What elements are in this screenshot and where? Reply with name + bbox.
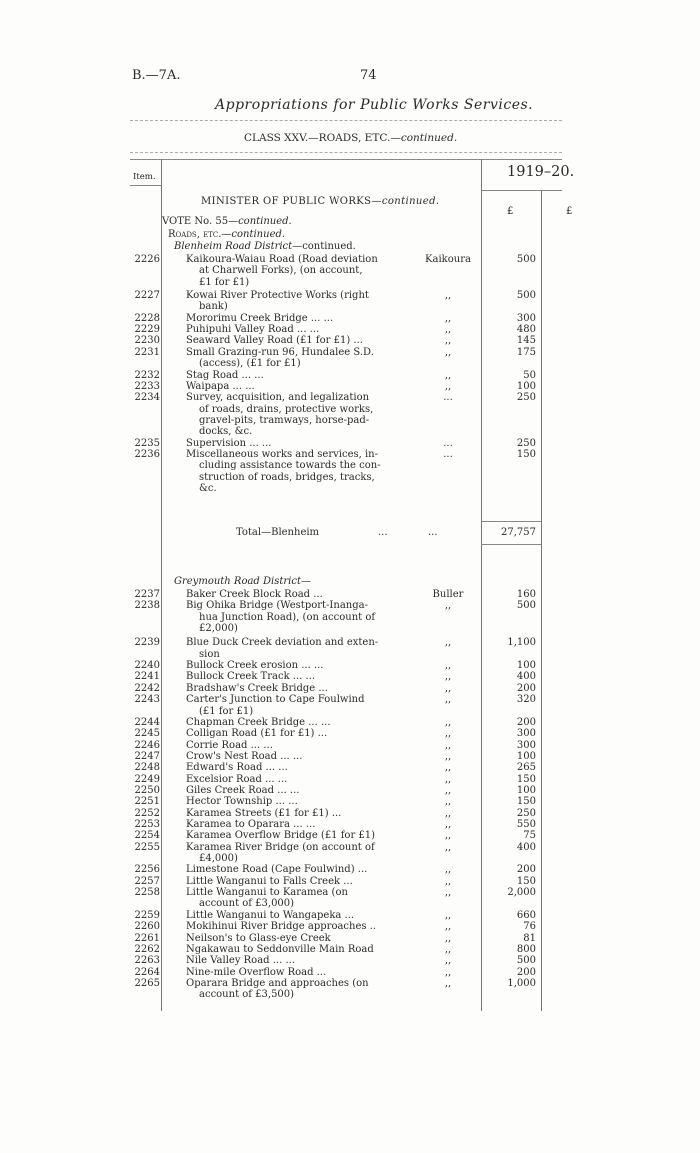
item-description: Giles Creek Road ... ... [186,784,300,796]
document-code: B.—7A. [132,68,181,83]
item-amount: 400 [516,841,536,853]
item-amount: 50 [523,369,536,381]
item-number: 2254 [134,830,160,842]
item-amount: 550 [516,819,536,830]
item-description: Mokihinui River Bridge approaches .. [186,921,377,933]
item-number: 2248 [134,762,160,774]
item-description-cont: (£1 for £1) [199,705,254,717]
item-amount: 150 [516,796,536,808]
item-description: Puhipuhi Valley Road ... ... [186,324,320,336]
year-header: 1919–20. [507,164,575,180]
item-description: Karamea Streets (£1 for £1) ... [186,807,342,819]
item-number: 2256 [134,864,160,876]
class-heading-cont: continued. [400,132,458,144]
item-number: 2227 [134,290,160,302]
item-district: ,, [444,875,452,887]
item-number: 2242 [134,682,160,694]
item-description-cont: struction of roads, bridges, tracks, [199,471,375,483]
item-amount: 500 [516,955,536,967]
item-district: ,, [444,784,452,796]
item-description-cont: gravel-pits, tramways, horse-pad- [199,414,370,426]
item-description: Crow's Nest Road ... ... [186,750,303,762]
item-description: Baker Creek Block Road ... [186,589,323,600]
ministry-heading [201,196,439,207]
item-amount: 320 [516,694,536,706]
item-description: Supervision ... ... [186,437,272,449]
total-rule-bottom [481,544,541,545]
item-description: Kaikoura-Waiau Road (Road deviation [186,254,378,265]
item-district: ,, [444,796,452,808]
item-district: ,, [444,380,452,392]
item-number: 2265 [134,977,160,989]
item-amount: 200 [516,864,536,876]
item-description: Karamea Overflow Bridge (£1 for £1) [186,830,376,842]
item-description-cont: account of £3,000) [199,898,295,910]
item-description: Bradshaw's Creek Bridge ... [186,682,328,694]
item-description-cont: hua Junction Road), (on account of [199,611,376,623]
item-district: ,, [444,335,452,347]
item-district: ,, [444,977,452,989]
item-number: 2263 [134,955,160,967]
item-district: ,, [444,807,452,819]
item-amount: 145 [516,335,536,347]
item-description: Small Grazing-run 96, Hundalee S.D. [186,346,374,358]
item-description: Corrie Road ... ... [186,739,273,751]
item-description-cont: of roads, drains, protective works, [199,403,374,415]
item-description-cont: at Charwell Forks), (on account, [199,265,363,277]
item-district: ,, [444,830,452,842]
item-amount: 1,000 [507,977,536,989]
item-amount: 175 [516,346,536,358]
item-amount: 300 [516,739,536,751]
page-title: Appropriations for Public Works Services. [215,97,534,113]
item-description: Nile Valley Road ... ... [186,955,295,967]
item-district: ,, [444,921,452,933]
vote-text: VOTE No. 55— [162,216,239,227]
item-description-cont: docks, &c. [199,426,253,438]
item-amount: 250 [516,392,536,404]
ministry-text: MINISTER OF PUBLIC WORKS— [201,196,382,207]
item-number: 2244 [134,716,160,728]
item-description: Little Wanganui to Falls Creek ... [186,875,353,887]
item-number: 2246 [134,739,160,751]
item-description-cont: £1 for £1) [199,276,250,288]
page-number: 74 [360,68,377,83]
table-top-rule [130,159,562,160]
item-amount: 100 [516,380,536,392]
item-description: Karamea River Bridge (on account of [186,841,375,853]
item-number: 2250 [134,784,160,796]
item-amount: 800 [516,943,536,955]
item-description: Bullock Creek Track ... ... [186,671,316,683]
total-amount: 27,757 [501,527,536,538]
item-district: ,, [444,600,452,612]
item-description: Oparara Bridge and approaches (on [186,977,369,989]
item-amount: 1,100 [507,637,536,649]
item-district: ,, [444,290,452,302]
item-number: 2231 [134,346,160,358]
item-number: 2255 [134,841,160,853]
item-amount: 300 [516,728,536,740]
item-amount: 100 [516,750,536,762]
item-district: Buller [432,589,464,600]
item-district: ,, [444,762,452,774]
item-district: ,, [444,682,452,694]
total-rule-top [481,521,541,522]
item-description: Big Ohika Bridge (Westport-Inanga- [186,600,368,612]
item-district: ,, [444,750,452,762]
item-column-header: Item. [133,172,156,182]
roads-text: Roads, etc.— [168,229,232,240]
item-amount: 150 [516,448,536,460]
item-district: ,, [444,909,452,921]
item-district: ,, [444,887,452,899]
blenheim-heading [174,241,356,252]
item-district: ,, [444,694,452,706]
item-description: Nine-mile Overflow Road ... [186,966,327,978]
year-header-rule [481,190,562,191]
item-description-cont: account of £3,500) [199,989,295,1001]
item-description: Ngakawau to Seddonville Main Road [186,943,374,955]
item-amount: 500 [516,600,536,612]
item-description: Seaward Valley Road (£1 for £1) ... [186,335,363,347]
item-amount: 150 [516,773,536,785]
item-number: 2233 [134,380,160,392]
item-description-cont: bank) [199,301,228,313]
item-amount: 76 [523,921,536,933]
item-number: 2252 [134,807,160,819]
item-amount: 100 [516,784,536,796]
item-amount: 500 [516,254,536,265]
class-rule [130,152,562,153]
title-rule [130,120,562,121]
item-amount: 250 [516,437,536,449]
item-description-cont: £2,000) [199,623,238,635]
ministry-cont: continued. [381,196,440,207]
item-number: 2228 [134,312,160,324]
item-number: 2261 [134,932,160,944]
item-amount: 160 [516,589,536,600]
item-description-cont: cluding assistance towards the con- [199,460,381,472]
item-description: Neilson's to Glass-eye Creek [186,932,331,944]
item-district: ... [443,392,453,404]
item-description: Limestone Road (Cape Foulwind) ... [186,864,368,876]
item-district: ,, [444,716,452,728]
item-description: Hector Township ... ... [186,796,298,808]
item-district: ,, [444,966,452,978]
item-header-rule [130,185,162,186]
item-description: Little Wanganui to Wangapeka ... [186,909,355,921]
item-description: Chapman Creek Bridge ... ... [186,716,331,728]
item-number: 2264 [134,966,160,978]
total-dots-1: ... [378,527,388,538]
item-description: Colligan Road (£1 for £1) ... [186,728,328,740]
item-district: ,, [444,955,452,967]
pound-sign-amount: £ [507,206,514,217]
item-description: Carter's Junction to Cape Foulwind [186,694,365,706]
item-district: ,, [444,841,452,853]
item-amount: 250 [516,807,536,819]
item-district: ,, [444,819,452,830]
item-amount: 200 [516,716,536,728]
item-district: ,, [444,943,452,955]
roads-heading [168,229,285,240]
item-amount: 100 [516,660,536,672]
item-district: ,, [444,739,452,751]
item-amount: 480 [516,324,536,336]
item-amount: 75 [523,830,536,842]
total-column-rule [541,191,542,1011]
roads-cont: continued. [231,229,286,240]
item-description-cont: sion [199,648,220,660]
item-description: Stag Road ... ... [186,369,264,381]
item-description: Kowai River Protective Works (right [186,290,369,302]
total-dots-2: ... [428,527,438,538]
total-label: Total—Blenheim [236,527,320,538]
item-district: ,, [444,369,452,381]
item-number: 2239 [134,637,160,649]
item-description: Miscellaneous works and services, in- [186,448,378,460]
vote-heading [162,216,292,227]
class-heading [244,132,457,144]
item-district: ,, [444,932,452,944]
item-number: 2235 [134,437,160,449]
item-amount: 500 [516,290,536,302]
item-amount: 200 [516,966,536,978]
item-description: Blue Duck Creek deviation and exten- [186,637,379,649]
item-amount: 300 [516,312,536,324]
item-description-cont: £4,000) [199,853,238,865]
item-number: 2226 [134,254,160,265]
item-number: 2257 [134,875,160,887]
item-amount: 400 [516,671,536,683]
item-amount: 150 [516,875,536,887]
item-number: 2245 [134,728,160,740]
item-description: Karamea to Oparara ... ... [186,819,316,830]
item-number: 2232 [134,369,160,381]
item-number: 2258 [134,887,160,899]
item-district: Kaikoura [425,254,471,265]
greymouth-heading: Greymouth Road District— [174,576,311,587]
item-number: 2259 [134,909,160,921]
item-number: 2247 [134,750,160,762]
item-number: 2240 [134,660,160,672]
item-description-cont: (access), (£1 for £1) [199,358,301,370]
item-amount: 2,000 [507,887,536,899]
item-number: 2243 [134,694,160,706]
item-amount: 200 [516,682,536,694]
item-district: ,, [444,312,452,324]
item-number: 2241 [134,671,160,683]
item-number: 2260 [134,921,160,933]
pound-sign-total: £ [566,206,573,217]
item-amount: 265 [516,762,536,774]
item-number: 2236 [134,448,160,460]
item-number: 2237 [134,589,160,600]
item-number: 2230 [134,335,160,347]
item-district: ,, [444,346,452,358]
item-description: Waipapa ... ... [186,380,255,392]
blenheim-heading-cont: —continued. [292,241,356,252]
item-description: Bullock Creek erosion ... ... [186,660,324,672]
item-number: 2234 [134,392,160,404]
item-district: ,, [444,660,452,672]
item-district: ,, [444,671,452,683]
blenheim-heading-text: Blenheim Road District [174,241,293,252]
vote-cont: continued. [238,216,292,227]
item-district: ,, [444,864,452,876]
item-district: ,, [444,637,452,649]
item-description: Excelsior Road ... ... [186,773,288,785]
item-description: Mororimu Creek Bridge ... ... [186,312,334,324]
class-heading-text: CLASS XXV.—ROADS, ETC.— [244,132,401,144]
item-description: Little Wanganui to Karamea (on [186,887,348,899]
item-number: 2249 [134,773,160,785]
item-district: ,, [444,728,452,740]
item-description: Edward's Road ... ... [186,762,288,774]
item-amount: 660 [516,909,536,921]
item-number: 2238 [134,600,160,612]
item-number: 2251 [134,796,160,808]
item-description-cont: &c. [199,483,217,494]
item-number: 2262 [134,943,160,955]
item-district: ,, [444,324,452,336]
item-number: 2253 [134,819,160,830]
item-description: Survey, acquisition, and legalization [186,392,370,404]
item-district: ... [443,448,453,460]
item-column-rule [161,159,162,1011]
item-number: 2229 [134,324,160,336]
item-district: ... [443,437,453,449]
item-amount: 81 [523,932,536,944]
item-district: ,, [444,773,452,785]
